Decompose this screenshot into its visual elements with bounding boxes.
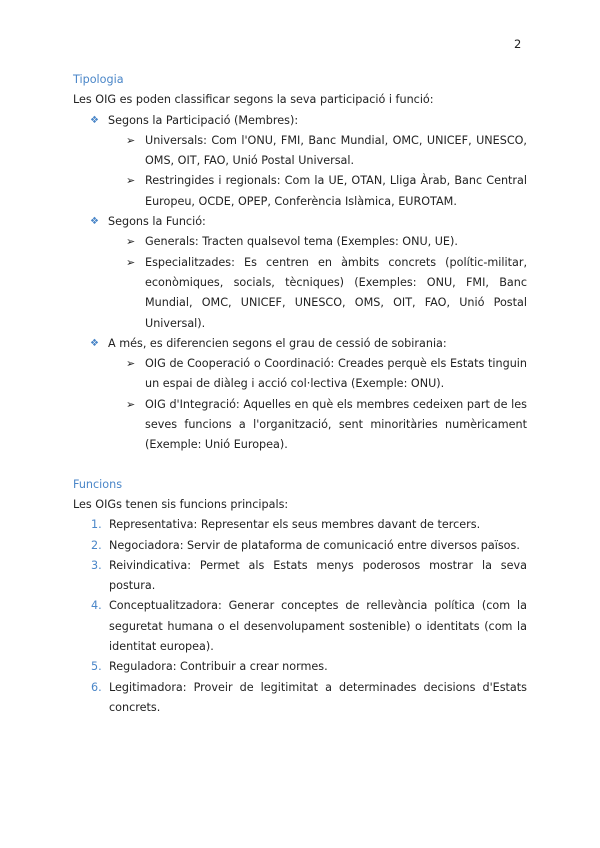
group-label: A més, es diferencien segons el grau de cessió de sobirania: bbox=[108, 336, 447, 350]
item-number: 2. bbox=[91, 538, 102, 552]
tipologia-list bbox=[73, 111, 527, 456]
diamond-bullet-icon: ❖ bbox=[90, 216, 99, 228]
item-text: Legitimadora: Proveir de legitimitat a determinades decisions d'Estats concrets. bbox=[109, 680, 527, 714]
numbered-list-item bbox=[73, 596, 527, 657]
sub-list bbox=[108, 232, 527, 333]
sub-item-text: Generals: Tracten qualsevol tema (Exemples: ONU, UE). bbox=[145, 235, 458, 249]
item-text: Representativa: Representar els seus membres davant de tercers. bbox=[109, 518, 481, 532]
funcions-intro: Les OIGs tenen sis funcions principals: bbox=[73, 497, 289, 511]
funcions-list bbox=[73, 515, 527, 718]
sub-list-item bbox=[73, 131, 527, 172]
sub-list-item bbox=[73, 395, 527, 456]
arrow-bullet-icon: ➢ bbox=[126, 235, 136, 249]
item-text: Reivindicativa: Permet als Estats menys poderosos mostrar la seva postura. bbox=[109, 558, 527, 593]
numbered-list-item bbox=[73, 678, 527, 719]
numbered-list-item bbox=[73, 515, 527, 535]
sub-list-item bbox=[73, 253, 527, 334]
item-number: 6. bbox=[91, 680, 102, 694]
sub-item-text: Restringides i regionals: Com la UE, OTAN, Lliga Àrab, Banc Central Europeu, OCDE, OPEP, Conferència Islàmica, EUROTAM. bbox=[145, 174, 527, 208]
sub-list bbox=[108, 131, 527, 212]
diamond-bullet-icon: ❖ bbox=[90, 337, 99, 349]
item-number: 1. bbox=[91, 518, 102, 532]
sub-item-text: OIG de Cooperació o Coordinació: Creades perquè els Estats tinguin un espai de diàleg i acció col·lectiva (Exemple: ONU). bbox=[145, 357, 527, 391]
sub-item-text: OIG d'Integració: Aquelles en què els membres cedeixen part de les seves funcions a l'organització, sent minoritàries numèricament (Exemple: Unió Europea). bbox=[145, 397, 527, 452]
item-text: Conceptualitzadora: Generar conceptes de rellevància política (com la seguretat humana o el desenvolupament sostenible) o identitats (com la identitat europea). bbox=[109, 599, 527, 654]
numbered-list-item bbox=[73, 536, 527, 556]
item-number: 5. bbox=[91, 660, 102, 674]
item-number: 3. bbox=[91, 558, 102, 572]
arrow-bullet-icon: ➢ bbox=[126, 357, 136, 371]
numbered-list-item bbox=[73, 657, 527, 677]
sub-item-text: Especialitzades: Es centren en àmbits concrets (polític-militar, econòmiques, socials, tècniques) (Exemples: ONU, FMI, Banc Mundial, OMC, UNICEF, UNESCO, OMS, OIT, FAO, Unió Postal Universal). bbox=[145, 255, 527, 330]
group-label: Segons la Funció: bbox=[108, 215, 206, 229]
tipologia-intro: Les OIG es poden classificar segons la seva participació i funció: bbox=[73, 93, 434, 107]
item-text: Reguladora: Contribuir a crear normes. bbox=[109, 660, 328, 674]
item-text: Negociadora: Servir de plataforma de comunicació entre diversos països. bbox=[109, 538, 520, 552]
item-number: 4. bbox=[91, 599, 102, 613]
list-item bbox=[73, 111, 527, 212]
list-item bbox=[73, 212, 527, 334]
sub-list-item bbox=[73, 354, 527, 395]
arrow-bullet-icon: ➢ bbox=[126, 255, 136, 269]
numbered-list-item bbox=[73, 556, 527, 597]
diamond-bullet-icon: ❖ bbox=[90, 114, 99, 126]
group-label: Segons la Participació (Membres): bbox=[108, 113, 299, 127]
list-item bbox=[73, 334, 527, 456]
section-heading-tipologia: Tipologia bbox=[73, 73, 124, 86]
arrow-bullet-icon: ➢ bbox=[126, 397, 136, 411]
section-spacer bbox=[73, 456, 527, 475]
sub-list-item bbox=[73, 171, 527, 212]
document-body bbox=[73, 70, 527, 718]
page-number: 2 bbox=[514, 37, 522, 51]
arrow-bullet-icon: ➢ bbox=[126, 174, 136, 188]
sub-item-text: Universals: Com l'ONU, FMI, Banc Mundial, OMC, UNICEF, UNESCO, OMS, OIT, FAO, Unió Postal Universal. bbox=[145, 133, 527, 168]
arrow-bullet-icon: ➢ bbox=[126, 133, 136, 147]
sub-list bbox=[108, 354, 527, 455]
section-heading-funcions: Funcions bbox=[73, 477, 123, 491]
sub-list-item bbox=[73, 232, 527, 252]
